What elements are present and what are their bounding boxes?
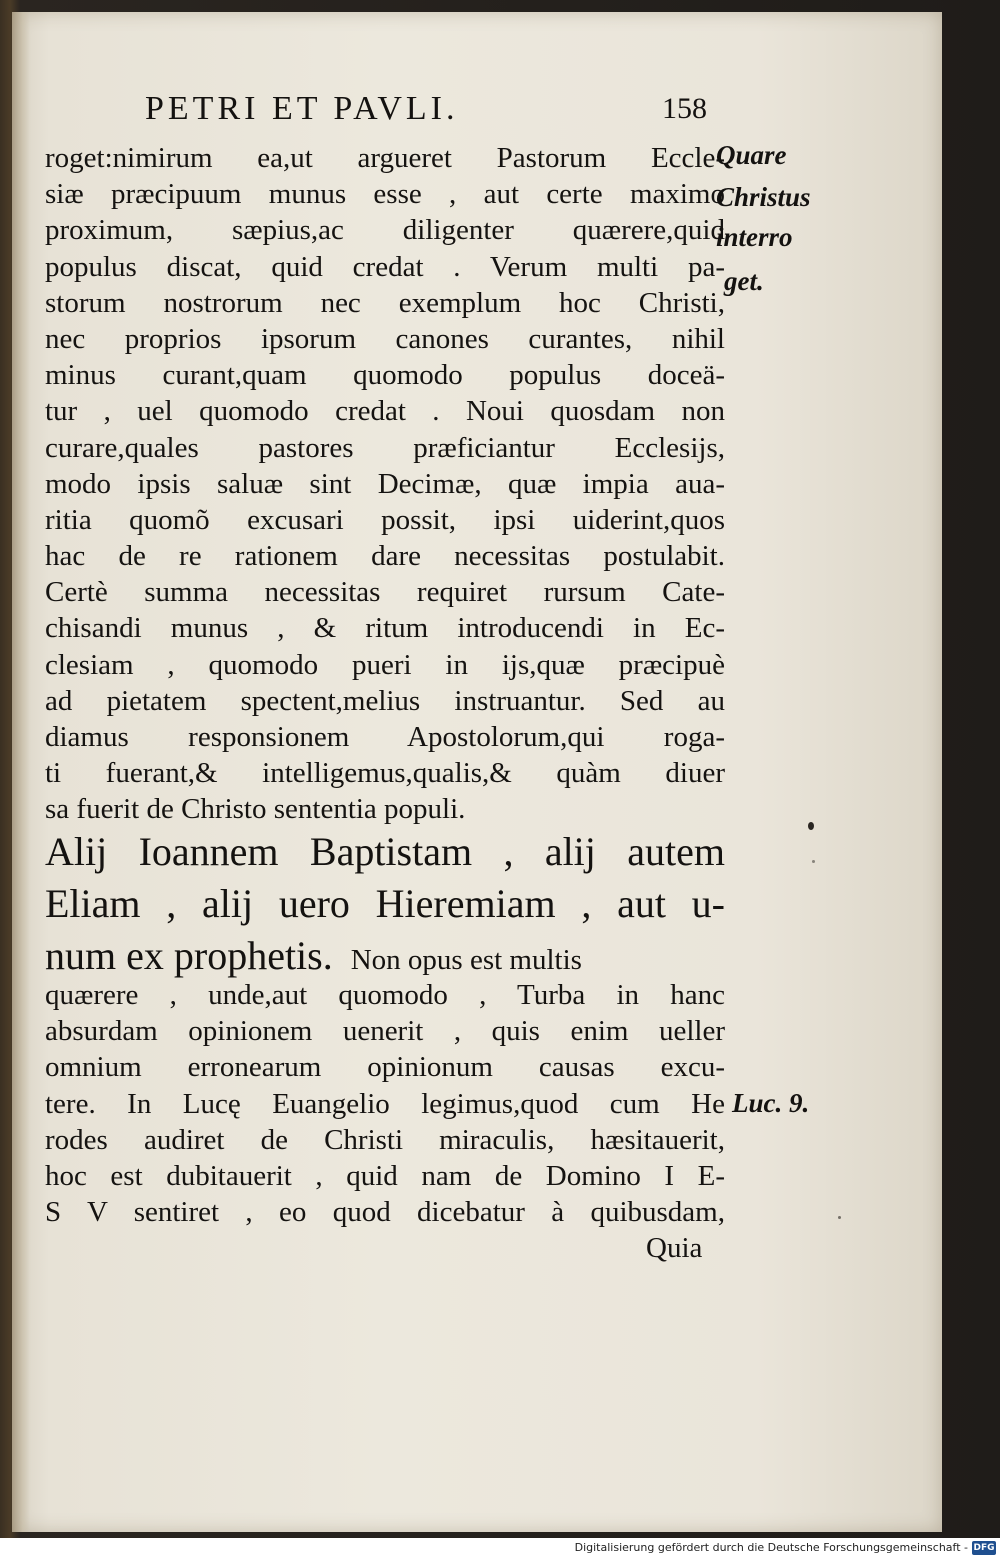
ink-speck bbox=[808, 822, 814, 830]
lemma-line: Eliam , alij uero Hieremiam , aut u- bbox=[45, 881, 725, 926]
ink-speck bbox=[812, 860, 815, 863]
marginal-note: Christus bbox=[716, 182, 811, 212]
body-text-block bbox=[45, 140, 725, 828]
text-line: ti fuerant,& intelligemus,qualis,& quàm diuer bbox=[45, 757, 725, 790]
text-line: ritia quomõ excusari possit, ipsi uiderint,quos bbox=[45, 503, 725, 536]
text-line: storum nostrorum nec exemplum hoc Christi, bbox=[45, 286, 725, 319]
running-head: PETRI ET PAVLI. bbox=[145, 90, 459, 127]
text-line: S V sentiret , eo quod dicebatur à quibusdam, bbox=[45, 1196, 725, 1229]
text-line: quærere , unde,aut quomodo , Turba in hanc bbox=[45, 979, 725, 1011]
ink-speck bbox=[838, 1216, 841, 1219]
scripture-lemma bbox=[45, 826, 725, 982]
text-line: absurdam opinionem uenerit , quis enim ueller bbox=[45, 1015, 725, 1048]
catchword: Quia bbox=[646, 1232, 703, 1264]
text-line: tur , uel quomodo credat . Noui quosdam non bbox=[45, 395, 725, 428]
marginal-note: interro bbox=[716, 222, 793, 252]
lemma-tail-text: Non opus est multis bbox=[350, 944, 582, 976]
marginal-note: Luc. 9. bbox=[732, 1088, 810, 1118]
text-line: omnium erronearum opinionum causas excu- bbox=[45, 1051, 725, 1084]
text-line: minus curant,quam quomodo populus doceä- bbox=[45, 359, 725, 392]
text-line: proximum, sæpius,ac diligenter quærere,quid bbox=[45, 214, 725, 247]
text-line: curare,quales pastores præficiantur Ecclesijs, bbox=[45, 431, 725, 464]
text-line: hac de re rationem dare necessitas postulabit. bbox=[45, 540, 725, 573]
page-number: 158 bbox=[662, 92, 707, 125]
footer-credit: Digitalisierung gefördert durch die Deutsche Forschungsgemeinschaft - bbox=[574, 1541, 968, 1554]
text-line: clesiam , quomodo pueri in ijs,quæ præcipuè bbox=[45, 648, 725, 681]
lemma-line: Alij Ioannem Baptistam , alij autem bbox=[45, 829, 725, 874]
text-line: nec proprios ipsorum canones curantes, nihil bbox=[45, 322, 725, 355]
text-line: tere. In Lucę Euangelio legimus,quod cum He bbox=[45, 1087, 725, 1120]
text-line: populus discat, quid credat . Verum multi pa- bbox=[45, 250, 725, 283]
text-line: chisandi munus , & ritum introducendi in Ec- bbox=[45, 612, 725, 645]
marginal-note: get. bbox=[724, 266, 764, 296]
lemma-line: num ex prophetis. bbox=[45, 933, 333, 978]
text-line: diamus responsionem Apostolorum,qui roga- bbox=[45, 721, 725, 753]
page-gutter-shadow bbox=[12, 12, 30, 1532]
text-line: modo ipsis saluæ sint Decimæ, quæ impia aua- bbox=[45, 467, 725, 500]
text-line: hoc est dubitauerit , quid nam de Domino I E- bbox=[45, 1159, 725, 1192]
marginal-note: Quare bbox=[716, 140, 787, 170]
lemma-line-final bbox=[45, 930, 725, 982]
text-line: rodes audiret de Christi miraculis, hæsitauerit, bbox=[45, 1123, 725, 1156]
text-line: ad pietatem spectent,melius instruantur. Sed au bbox=[45, 684, 725, 717]
body-text-block-2 bbox=[45, 977, 725, 1230]
text-line: siæ præcipuum munus esse , aut certe maximo bbox=[45, 178, 725, 211]
text-line: roget:nimirum ea,ut argueret Pastorum Eccle- bbox=[45, 142, 725, 174]
text-line: Certè summa necessitas requiret rursum Cate- bbox=[45, 576, 725, 609]
text-line: sa fuerit de Christo sententia populi. bbox=[45, 793, 466, 826]
dfg-logo-icon: DFG bbox=[973, 1543, 995, 1553]
